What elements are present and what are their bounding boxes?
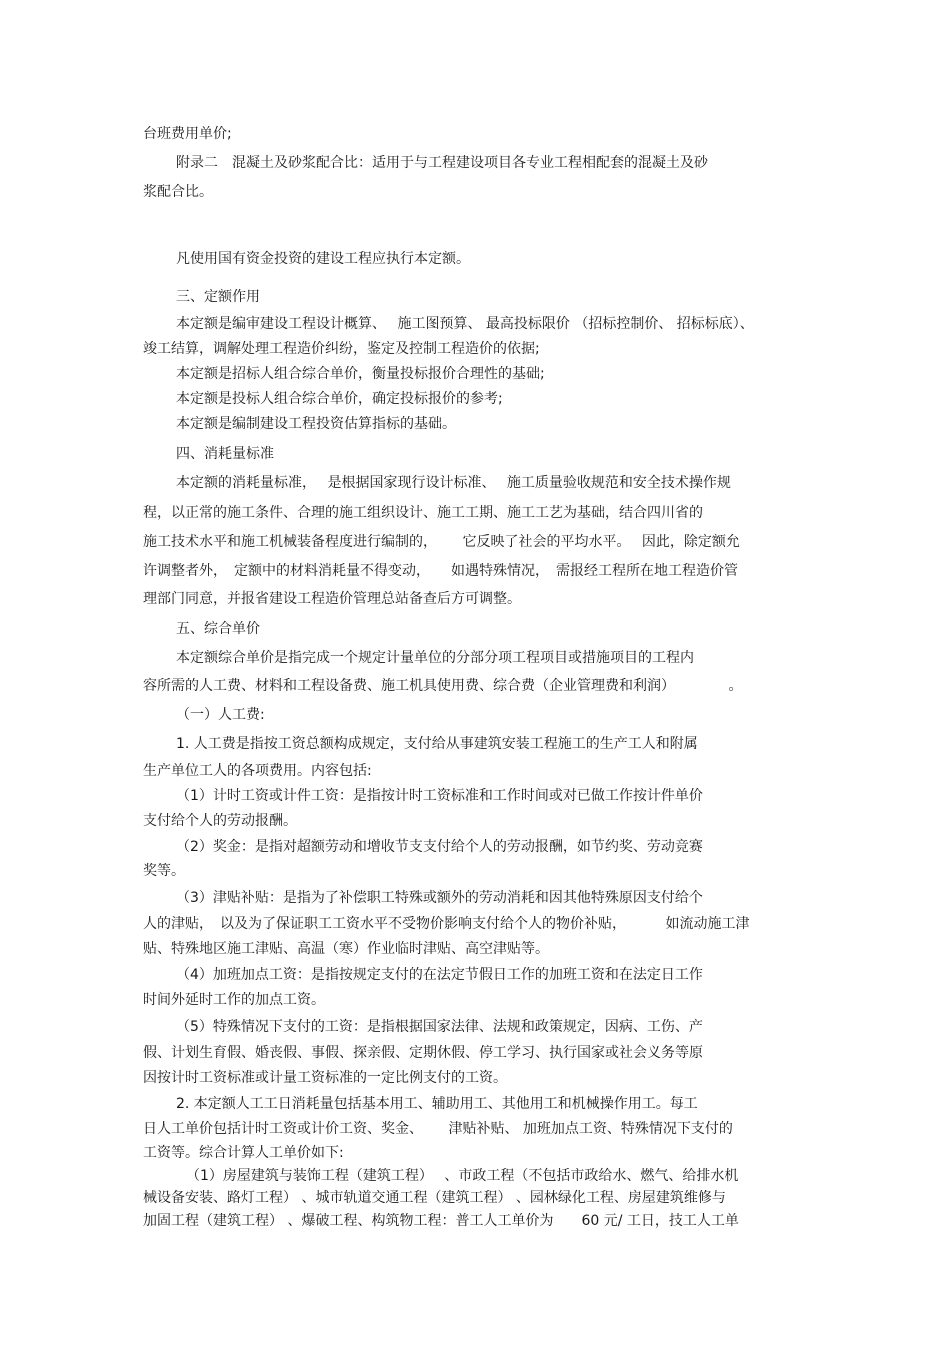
subsection-heading: （一）人工费:	[176, 707, 265, 723]
text-line: 浆配合比。	[143, 184, 213, 200]
text-line: 附录二 混凝土及砂浆配合比：适用于与工程建设项目各专业工程相配套的混凝土及砂	[176, 155, 708, 171]
text-line: 本定额是招标人组合综合单价，衡量投标报价合理性的基础;	[176, 366, 545, 382]
text-line: 加固工程（建筑工程） 、爆破工程、构筑物工程：普工人工单价为 60 元/ 工日，技工人工单	[143, 1213, 739, 1229]
text-line: 假、计划生育假、婚丧假、事假、探亲假、定期休假、停工学习、执行国家或社会义务等原	[143, 1045, 703, 1061]
text-line: （1）计时工资或计件工资：是指按计时工资标准和工作时间或对已做工作按计件单价	[176, 788, 703, 804]
text-line: 械设备安装、路灯工程） 、城市轨道交通工程（建筑工程） 、园林绿化工程、房屋建筑维修与	[143, 1190, 726, 1206]
text-line: 人的津贴， 以及为了保证职工工资水平不受物价影响支付给个人的物价补贴， 如流动施工津	[143, 916, 750, 932]
text-line: （1）房屋建筑与装饰工程（建筑工程） 、市政工程（不包括市政给水、燃气、给排水机	[186, 1168, 739, 1184]
text-line: 因按计时工资标准或计量工资标准的一定比例支付的工资。	[143, 1070, 507, 1086]
text-line: 理部门同意，并报省建设工程造价管理总站备查后方可调整。	[143, 591, 521, 607]
text-line: 容所需的人工费、材料和工程设备费、施工机具使用费、综合费（企业管理费和利润） 。	[143, 678, 743, 694]
text-line: （5）特殊情况下支付的工资：是指根据国家法律、法规和政策规定，因病、工伤、产	[176, 1019, 703, 1035]
text-line: 本定额是编制建设工程投资估算指标的基础。	[176, 416, 456, 432]
section-heading: 四、消耗量标准	[176, 446, 274, 462]
text-line: 台班费用单价;	[143, 126, 232, 142]
text-line: 许调整者外， 定额中的材料消耗量不得变动， 如遇特殊情况， 需报经工程所在地工程造价管	[143, 563, 738, 579]
text-line: 生产单位工人的各项费用。内容包括:	[143, 763, 372, 779]
text-line: 施工技术水平和施工机械装备程度进行编制的， 它反映了社会的平均水平。 因此，除定额允	[143, 534, 740, 550]
text-line: 工资等。综合计算人工单价如下:	[143, 1145, 344, 1161]
text-line: 本定额是投标人组合综合单价，确定投标报价的参考;	[176, 391, 503, 407]
text-line: 本定额的消耗量标准， 是根据国家现行设计标准、 施工质量验收规范和安全技术操作规	[176, 475, 731, 491]
text-line: 程，以正常的施工条件、合理的施工组织设计、施工工期、施工工艺为基础，结合四川省的	[143, 505, 703, 521]
section-heading: 五、综合单价	[176, 621, 260, 637]
text-line: （4）加班加点工资：是指按规定支付的在法定节假日工作的加班工资和在法定日工作	[176, 967, 703, 983]
text-line: （2）奖金：是指对超额劳动和增收节支支付给个人的劳动报酬，如节约奖、劳动竞赛	[176, 839, 703, 855]
text-line: （3）津贴补贴：是指为了补偿职工特殊或额外的劳动消耗和因其他特殊原因支付给个	[176, 890, 703, 906]
text-line: 2. 本定额人工工日消耗量包括基本用工、辅助用工、其他用工和机械操作用工。每工	[176, 1096, 698, 1112]
text-line: 贴、特殊地区施工津贴、高温（寒）作业临时津贴、高空津贴等。	[143, 941, 549, 957]
text-line: 1. 人工费是指按工资总额构成规定，支付给从事建筑安装工程施工的生产工人和附属	[176, 736, 698, 752]
text-line: 本定额综合单价是指完成一个规定计量单位的分部分项工程项目或措施项目的工程内	[176, 650, 694, 666]
text-line: 竣工结算，调解处理工程造价纠纷，鉴定及控制工程造价的依据;	[143, 341, 540, 357]
text-line: 日人工单价包括计时工资或计价工资、奖金、 津贴补贴、 加班加点工资、特殊情况下支付的	[143, 1121, 733, 1137]
text-line: 支付给个人的劳动报酬。	[143, 813, 297, 829]
section-heading: 三、定额作用	[176, 289, 260, 305]
text-line: 奖等。	[143, 863, 185, 879]
text-line: 本定额是编审建设工程设计概算、 施工图预算、 最高投标限价 （招标控制价、 招标标底）、	[176, 316, 754, 332]
text-line: 凡使用国有资金投资的建设工程应执行本定额。	[176, 251, 470, 267]
text-line: 时间外延时工作的加点工资。	[143, 992, 325, 1008]
